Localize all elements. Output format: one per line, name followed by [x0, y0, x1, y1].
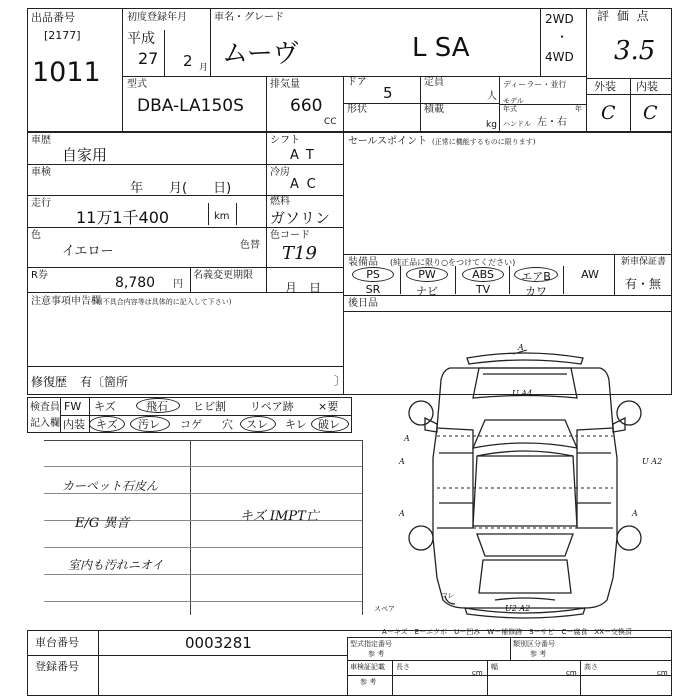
ref3-label: 参 考 — [360, 678, 377, 686]
int-sure: スレ — [246, 418, 268, 431]
exterior-label: 外装 — [594, 80, 616, 93]
divider — [98, 630, 99, 696]
repair-label: 修復歴 — [31, 375, 68, 389]
color-value: イエロー — [62, 244, 114, 259]
ac-value: AC — [290, 177, 324, 192]
model-year-unit: 年 — [575, 105, 582, 113]
width-unit: cm — [566, 669, 577, 677]
damage-right2: A — [632, 509, 638, 518]
handle-label: ハンドル — [503, 120, 531, 128]
color-label: 色 — [31, 230, 41, 241]
divider — [630, 78, 631, 132]
recycle-unit: 円 — [173, 279, 183, 290]
divider — [236, 203, 237, 225]
lot-label: 出品番号 — [31, 11, 75, 24]
shape-label: 形状 — [347, 104, 367, 115]
divider — [586, 78, 672, 79]
capacity-unit: 人 — [487, 91, 497, 102]
load-label: 積載 — [424, 104, 444, 115]
fw-tobiishi: 飛石 — [146, 400, 168, 413]
remarks-rule — [44, 547, 362, 548]
equip-tv: TV — [475, 283, 491, 296]
inspection-label: 車検 — [31, 167, 51, 178]
damage-left1: A — [399, 457, 405, 466]
remark-3: キズ IMPT亡 — [240, 509, 319, 524]
color-code-value: T19 — [282, 243, 317, 264]
door-value: 5 — [383, 84, 393, 102]
remarks-rule — [44, 574, 362, 575]
divider — [347, 660, 672, 661]
exterior-value: C — [601, 102, 616, 124]
shift-value: AT — [290, 148, 322, 163]
fuel-label: 燃料 — [270, 196, 290, 207]
divider — [400, 266, 401, 294]
recycle-value: 8,780 — [115, 275, 156, 291]
displacement-unit: CC — [324, 117, 337, 127]
inspector-label2: 記入欄 — [30, 418, 60, 429]
equip-abs: ABS — [472, 268, 494, 281]
dealer-label: ディーラー・並行 — [503, 80, 567, 89]
tax-value: 月 日 — [285, 281, 322, 295]
chassis-value: 0003281 — [185, 634, 252, 652]
damage-left3: A — [404, 434, 410, 443]
int-yogore: 汚レ — [138, 418, 160, 431]
drive-2wd: 2WD — [545, 12, 574, 26]
equip-pw: PW — [418, 268, 436, 281]
lot-code: [2177] — [44, 29, 81, 42]
equip-sr: SR — [365, 283, 381, 296]
divider — [27, 655, 347, 656]
remark-1: カーペット石皮ん — [62, 479, 159, 493]
door-label: ドア — [347, 77, 367, 88]
repair-value: 有〔箇所 — [80, 375, 129, 389]
divider — [614, 254, 615, 295]
warranty-label: 新車保証書 — [621, 257, 667, 267]
divider — [580, 660, 581, 696]
drive-dot: ・ — [556, 30, 569, 44]
sales-sub: (正常に機能するものに限ります) — [432, 138, 536, 146]
fw-kizu: キズ — [94, 400, 116, 413]
damage-legend: A－キズ E－エクボ U－凹み W－補修跡 S－サビ C－腐食 XX－交換済 — [382, 628, 633, 636]
equipment-label: 装備品 — [348, 257, 378, 268]
class-spec-label: 類別区分番号 — [513, 640, 555, 648]
chassis-label: 車台番号 — [35, 636, 79, 649]
registration-year: 27 — [138, 49, 159, 68]
score-label: 評 価 点 — [597, 9, 651, 23]
length-label: 長さ — [396, 663, 410, 671]
car-diagram — [395, 338, 655, 628]
divider — [27, 366, 343, 367]
ac-label: 冷房 — [270, 167, 290, 178]
divider — [586, 8, 587, 132]
divider — [540, 8, 541, 76]
equip-ps: PS — [366, 268, 380, 281]
int-kire: キレ — [285, 418, 307, 431]
handle-value: 左・右 — [537, 117, 567, 128]
divider — [60, 397, 61, 433]
inspection-value: 年 月( 日) — [130, 181, 232, 196]
model-value: DBA-LA150S — [137, 96, 244, 116]
inspector-label1: 検査員 — [30, 402, 60, 413]
color-code-label: 色コード — [270, 230, 310, 241]
height-label: 高さ — [584, 663, 598, 671]
remark-2: E/G 異音 — [75, 516, 130, 531]
history-label: 車歴 — [31, 135, 51, 146]
height-unit: cm — [657, 669, 668, 677]
shift-label: シフト — [270, 135, 300, 146]
interior-value: C — [643, 102, 658, 124]
divider — [586, 94, 672, 95]
equip-navi: ナビ — [416, 285, 438, 298]
divider — [563, 266, 564, 294]
model-label: 型式 — [127, 79, 147, 90]
damage-right1: U A2 — [642, 457, 663, 466]
divider — [347, 637, 672, 638]
load-unit: kg — [486, 120, 497, 130]
cert-label: 車検証記載 — [350, 663, 385, 671]
remarks-rule — [44, 466, 362, 467]
divider — [455, 266, 456, 294]
registration-label: 初度登録年月 — [127, 12, 187, 23]
interior-label: 内装 — [636, 80, 658, 93]
model-year-label: モデル年式 — [503, 97, 524, 113]
divider — [510, 637, 511, 660]
repair-close: 〕 — [334, 374, 347, 388]
length-unit: cm — [472, 669, 483, 677]
car-label: 車名・グレード — [214, 12, 284, 23]
remark-4: 室内も汚れニオイ — [68, 558, 164, 572]
displacement-label: 排気量 — [270, 79, 300, 90]
ref1-label: 参 考 — [368, 650, 385, 658]
fuel-value: ガソリン — [270, 209, 331, 227]
rear-seat-label: 後日品 — [348, 298, 378, 309]
notes-sub: (不具合内容等は具体的に記入して下さい) — [100, 298, 232, 306]
damage-top: A — [518, 343, 524, 352]
remarks-rule — [44, 440, 362, 441]
mileage-unit: km — [214, 211, 230, 222]
registration-month: 2 — [183, 52, 193, 70]
lot-number: 1011 — [32, 57, 101, 88]
divider — [509, 266, 510, 294]
capacity-label: 定員 — [424, 77, 444, 88]
damage-hood: U A4 — [512, 389, 533, 398]
warranty-value: 有・無 — [625, 277, 662, 291]
divider — [347, 675, 672, 676]
int-kizu: キズ — [96, 418, 118, 431]
equip-airbag: エアB — [521, 270, 551, 283]
int-yabure: 破レ — [318, 418, 340, 431]
remarks-rule — [362, 440, 363, 615]
tax-label: 名義変更期限 — [193, 270, 253, 281]
divider — [343, 311, 672, 312]
damage-left2: A — [399, 509, 405, 518]
ref2-label: 参 考 — [530, 650, 547, 658]
damage-bottom: U2 A2 — [505, 604, 531, 613]
drive-4wd: 4WD — [545, 50, 574, 64]
divider — [266, 76, 267, 132]
divider — [122, 8, 123, 132]
fl-label: フレ — [440, 592, 454, 600]
divider — [343, 76, 344, 132]
equipment-sub: (純正品に限り○をつけてください) — [390, 258, 516, 267]
inspector-row2-label: 内装 — [63, 418, 85, 431]
divider — [208, 203, 209, 225]
divider — [487, 660, 488, 696]
displacement-value: 660 — [290, 96, 323, 116]
reg-number-label: 登録番号 — [35, 660, 79, 673]
int-ana: 穴 — [222, 418, 233, 431]
divider — [392, 660, 393, 696]
score-value: 3.5 — [614, 36, 656, 66]
mileage-label: 走行 — [31, 198, 51, 209]
divider — [266, 132, 267, 292]
car-name: ムーヴ — [222, 39, 299, 69]
fw-needed: ×要 — [318, 400, 339, 413]
equip-aw: AW — [581, 268, 599, 281]
registration-era: 平成 — [127, 31, 155, 47]
recycle-label: R券 — [31, 270, 48, 281]
spare-label: スペア — [374, 605, 395, 613]
fw-hibi: ヒビ割 — [193, 400, 226, 413]
divider — [343, 254, 672, 255]
mileage-value: 11万1千400 — [76, 208, 170, 227]
repaint-label: 色替 — [240, 240, 260, 251]
registration-month-unit: 月 — [199, 63, 209, 73]
divider — [347, 637, 348, 696]
divider — [343, 132, 344, 395]
car-grade: L SA — [412, 33, 470, 63]
divider — [164, 30, 165, 76]
width-label: 幅 — [491, 663, 498, 671]
fw-repair: リペア跡 — [250, 400, 294, 413]
remarks-rule — [44, 601, 362, 602]
divider — [89, 397, 90, 433]
history-value: 自家用 — [62, 146, 108, 164]
divider — [420, 76, 421, 132]
divider — [190, 267, 191, 292]
divider — [210, 8, 211, 76]
notes-label: 注意事項申告欄 — [31, 296, 101, 307]
sales-label: セールスポイント — [348, 136, 428, 147]
divider — [27, 267, 343, 268]
equip-leather: カワ — [525, 285, 547, 298]
model-spec-label: 型式指定番号 — [350, 640, 392, 648]
int-koge: コゲ — [180, 418, 202, 431]
inspector-row1-label: FW — [64, 400, 82, 413]
